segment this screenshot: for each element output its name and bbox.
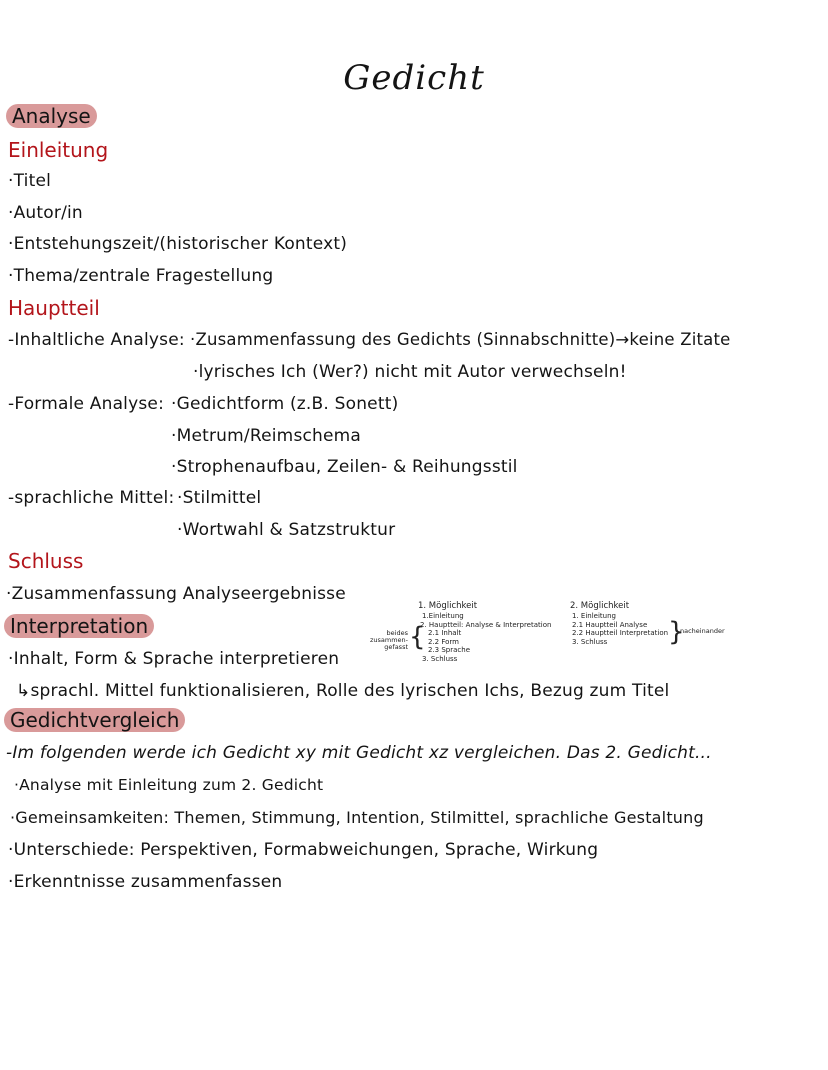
moeglichkeit-1-heading: 1. Möglichkeit	[418, 601, 478, 611]
einleitung-item: ·Thema/zentrale Fragestellung	[8, 266, 274, 286]
vergleich-item: ·Analyse mit Einleitung zum 2. Gedicht	[14, 776, 324, 794]
inhaltlich-item: ·lyrisches Ich (Wer?) nicht mit Autor verwechseln!	[193, 362, 627, 382]
moeglichkeit-1-side-note: beides zusammen-gefasst	[369, 629, 408, 651]
moeglichkeit-1	[418, 601, 551, 663]
moeglichkeit-2	[570, 601, 668, 646]
moeglichkeit-2-line: 2.2 Hauptteil Interpretation	[572, 629, 669, 637]
sprachlich-item: ·Stilmittel	[177, 488, 262, 508]
moeglichkeit-2-line: 3. Schluss	[572, 637, 608, 646]
moeglichkeit-2-line: 2.1 Hauptteil Analyse	[572, 620, 648, 629]
sprachlich-item: ·Wortwahl & Satzstruktur	[177, 520, 396, 540]
formal-label: -Formale Analyse:	[8, 394, 165, 414]
brace-icon: }	[668, 617, 685, 647]
einleitung-item: ·Autor/in	[8, 203, 83, 223]
moeglichkeit-1-line: 2. Hauptteil: Analyse & Interpretation	[420, 620, 552, 629]
inhaltlich-label: -Inhaltliche Analyse:	[8, 330, 185, 350]
moeglichkeit-1-line: 3. Schluss	[422, 654, 458, 663]
einleitung-item: ·Entstehungszeit/(historischer Kontext)	[8, 234, 348, 254]
moeglichkeit-1-line: 2.3 Sprache	[428, 646, 471, 654]
vergleich-item: ·Unterschiede: Perspektiven, Formabweichungen, Sprache, Wirkung	[8, 840, 599, 860]
sprachlich-label: -sprachliche Mittel:	[8, 488, 175, 508]
formal-item: ·Gedichtform (z.B. Sonett)	[171, 394, 399, 414]
interpretation-item: ↳sprachl. Mittel funktionalisieren, Rolle des lyrischen Ichs, Bezug zum Titel	[16, 681, 670, 701]
vergleich-item: ·Gemeinsamkeiten: Themen, Stimmung, Intention, Stilmittel, sprachliche Gestaltung	[10, 808, 704, 827]
vergleich-item: ·Erkenntnisse zusammenfassen	[8, 872, 283, 892]
vergleich-heading: Gedichtvergleich	[4, 708, 185, 732]
schluss-item: ·Zusammenfassung Analyseergebnisse	[6, 584, 346, 604]
inhaltlich-item: ·Zusammenfassung des Gedichts (Sinnabschnitte)→keine Zitate	[190, 330, 731, 349]
interpretation-item: ·Inhalt, Form & Sprache interpretieren	[8, 649, 340, 669]
brace-icon: {	[409, 622, 426, 652]
moeglichkeit-1-line: 1.Einleitung	[422, 612, 464, 620]
moeglichkeit-1-line: 2.1 Inhalt	[428, 629, 462, 637]
schluss-heading: Schluss	[8, 549, 84, 573]
formal-item: ·Metrum/Reimschema	[171, 426, 362, 446]
einleitung-heading: Einleitung	[8, 138, 109, 162]
moeglichkeit-2-line: 1. Einleitung	[572, 612, 616, 620]
interpretation-heading: Interpretation	[4, 614, 154, 638]
formal-item: ·Strophenaufbau, Zeilen- & Reihungsstil	[171, 457, 518, 477]
moeglichkeit-2-side-note: nacheinander	[680, 627, 725, 635]
einleitung-item: ·Titel	[8, 171, 52, 191]
hauptteil-heading: Hauptteil	[8, 296, 100, 320]
vergleich-item: -Im folgenden werde ich Gedicht xy mit Gedicht xz vergleichen. Das 2. Gedicht...	[6, 743, 712, 763]
moeglichkeit-2-heading: 2. Möglichkeit	[570, 601, 630, 611]
analyse-heading: Analyse	[6, 104, 97, 128]
page-title: Gedicht	[343, 58, 485, 98]
moeglichkeit-1-line: 2.2 Form	[428, 637, 459, 646]
